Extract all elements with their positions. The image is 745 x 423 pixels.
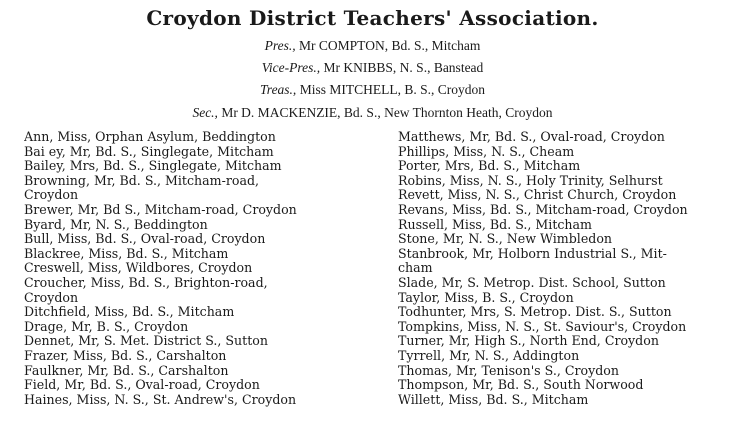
- list-item: Brewer, Mr, Bd S., Mitcham-road, Croydon: [24, 202, 297, 217]
- list-item: Tompkins, Miss, N. S., St. Saviour's, Croydon: [398, 319, 687, 334]
- list-item-continuation: Croydon: [24, 188, 79, 203]
- list-item: Thomas, Mr, Tenison's S., Croydon: [398, 363, 619, 378]
- list-item: Thompson, Mr, Bd. S., South Norwood: [398, 378, 644, 393]
- list-item: Dennet, Mr, S. Met. District S., Sutton: [24, 334, 268, 349]
- list-item-continuation: Croydon: [24, 290, 79, 305]
- list-item: Frazer, Miss, Bd. S., Carshalton: [24, 348, 227, 363]
- list-item: Faulkner, Mr, Bd. S., Carshalton: [24, 363, 229, 378]
- list-item: Bull, Miss, Bd. S., Oval-road, Croydon: [24, 232, 266, 247]
- list-item: Porter, Mrs, Bd. S., Mitcham: [398, 159, 581, 174]
- officer-role: Vice-Pres.,: [261, 60, 321, 75]
- officer-vice-president: [0, 60, 745, 76]
- officer-name: Mr KNIBBS, N. S., Banstead: [323, 60, 484, 75]
- list-item: Russell, Miss, Bd. S., Mitcham: [398, 217, 592, 232]
- list-item: Bai ey, Mr, Bd. S., Singlegate, Mitcham: [24, 144, 274, 159]
- list-item: Ditchfield, Miss, Bd. S., Mitcham: [24, 305, 235, 320]
- officer-role: Pres.,: [264, 38, 296, 53]
- list-item: Todhunter, Mrs, S. Metrop. Dist. S., Sutton: [398, 305, 672, 320]
- list-item: Croucher, Miss, Bd. S., Brighton-road,: [24, 275, 268, 290]
- list-item: Matthews, Mr, Bd. S., Oval-road, Croydon: [398, 130, 665, 144]
- member-list-left: [24, 130, 368, 407]
- list-item: Stone, Mr, N. S., New Wimbledon: [398, 232, 613, 247]
- list-item: Turner, Mr, High S., North End, Croydon: [398, 334, 659, 349]
- list-item-continuation: cham: [398, 261, 433, 276]
- officer-name: Mr COMPTON, Bd. S., Mitcham: [299, 38, 481, 53]
- list-item: Stanbrook, Mr, Holborn Industrial S., Mit-: [398, 246, 667, 261]
- officer-treasurer: [0, 82, 745, 98]
- officer-name: Mr D. MACKENZIE, Bd. S., New Thornton Heath, Croydon: [221, 105, 553, 120]
- list-item: Bailey, Mrs, Bd. S., Singlegate, Mitcham: [24, 159, 282, 174]
- list-item: Browning, Mr, Bd. S., Mitcham-road,: [24, 173, 260, 188]
- list-item: Haines, Miss, N. S., St. Andrew's, Croydon: [24, 392, 297, 407]
- list-item: Ann, Miss, Orphan Asylum, Beddington: [24, 130, 276, 144]
- officer-name: Miss MITCHELL, B. S., Croydon: [299, 82, 485, 97]
- list-item: Phillips, Miss, N. S., Cheam: [398, 144, 575, 159]
- officer-role: Sec.,: [192, 105, 218, 120]
- list-item: Slade, Mr, S. Metrop. Dist. School, Sutton: [398, 275, 666, 290]
- officer-role: Treas.,: [260, 82, 297, 97]
- list-item: Creswell, Miss, Wildbores, Croydon: [24, 261, 253, 276]
- list-item: Tyrrell, Mr, N. S., Addington: [398, 348, 580, 363]
- list-item: Revans, Miss, Bd. S., Mitcham-road, Croydon: [398, 202, 688, 217]
- list-item: Drage, Mr, B. S., Croydon: [24, 319, 189, 334]
- list-item: Robins, Miss, N. S., Holy Trinity, Selhurst: [398, 173, 663, 188]
- list-item: Taylor, Miss, B. S., Croydon: [398, 290, 574, 305]
- list-item: Field, Mr, Bd. S., Oval-road, Croydon: [24, 378, 260, 393]
- officer-secretary: [0, 105, 745, 121]
- member-list-right: [398, 130, 745, 407]
- list-item: Willett, Miss, Bd. S., Mitcham: [398, 392, 589, 407]
- document-title: Croydon District Teachers' Association.: [146, 6, 599, 30]
- list-item: Byard, Mr, N. S., Beddington: [24, 217, 208, 232]
- list-item: Blackree, Miss, Bd. S., Mitcham: [24, 246, 229, 261]
- officer-president: [0, 38, 745, 54]
- list-item: Revett, Miss, N. S., Christ Church, Croydon: [398, 188, 677, 203]
